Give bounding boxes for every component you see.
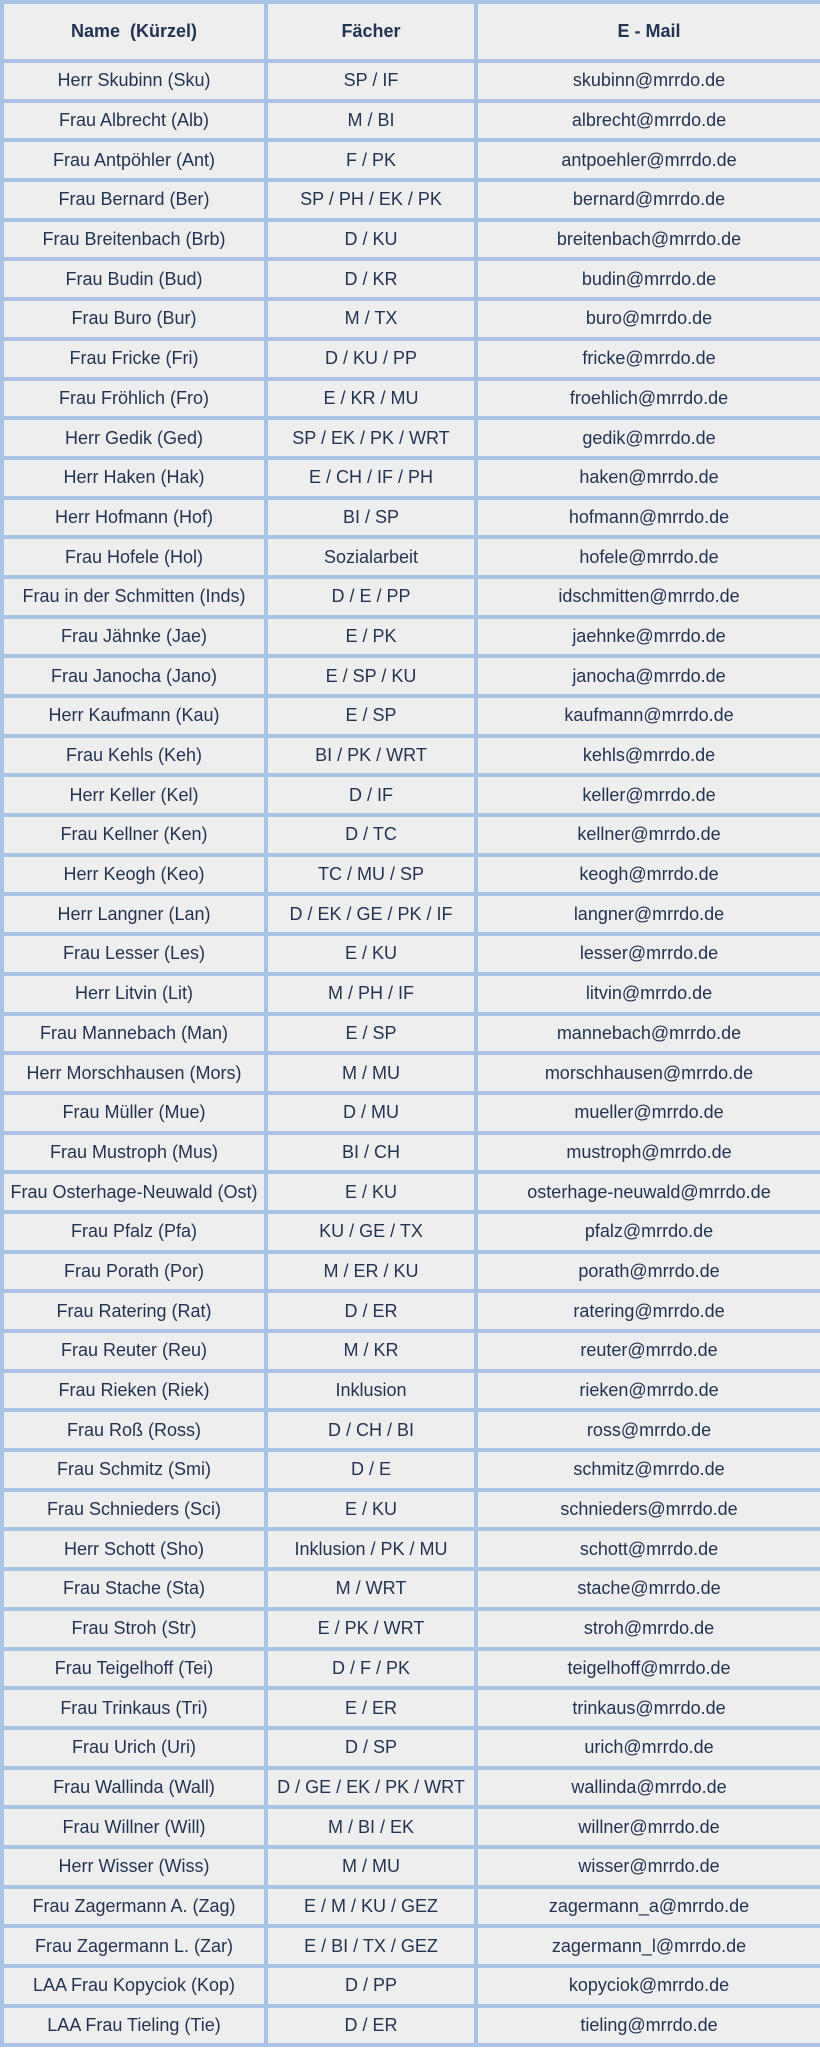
table-row (2, 1410, 820, 1450)
table-row (2, 1093, 820, 1133)
table-row (2, 1688, 820, 1728)
teacher-name-cell: Frau Mannebach (Man) (2, 1014, 266, 1054)
teacher-name-cell: Herr Haken (Hak) (2, 458, 266, 498)
subjects-cell: M / BI / EK (266, 1807, 476, 1847)
table-row (2, 1569, 820, 1609)
subjects-cell: BI / SP (266, 498, 476, 538)
table-row (2, 815, 820, 855)
table-row (2, 577, 820, 617)
subjects-cell: D / E / PP (266, 577, 476, 617)
table-header-row (2, 2, 820, 61)
email-cell: willner@mrrdo.de (476, 1807, 820, 1847)
table-row (2, 140, 820, 180)
table-row (2, 339, 820, 379)
teacher-name-cell: Herr Skubinn (Sku) (2, 61, 266, 101)
email-cell: hofele@mrrdo.de (476, 537, 820, 577)
email-cell: wallinda@mrrdo.de (476, 1768, 820, 1808)
teacher-name-cell: Frau Schnieders (Sci) (2, 1490, 266, 1530)
header-subjects: Fächer (266, 2, 476, 61)
email-cell: mueller@mrrdo.de (476, 1093, 820, 1133)
teacher-name-cell: Herr Keller (Kel) (2, 775, 266, 815)
email-cell: tieling@mrrdo.de (476, 2006, 820, 2046)
table-row (2, 775, 820, 815)
subjects-cell: SP / EK / PK / WRT (266, 418, 476, 458)
email-cell: morschhausen@mrrdo.de (476, 1053, 820, 1093)
teacher-name-cell: Frau Rieken (Riek) (2, 1371, 266, 1411)
teacher-name-cell: Frau Osterhage-Neuwald (Ost) (2, 1172, 266, 1212)
email-cell: urich@mrrdo.de (476, 1728, 820, 1768)
email-cell: litvin@mrrdo.de (476, 974, 820, 1014)
teacher-name-cell: Frau Mustroph (Mus) (2, 1133, 266, 1173)
subjects-cell: BI / PK / WRT (266, 736, 476, 776)
teacher-name-cell: Herr Wisser (Wiss) (2, 1847, 266, 1887)
email-cell: buro@mrrdo.de (476, 299, 820, 339)
teacher-name-cell: Frau Pfalz (Pfa) (2, 1212, 266, 1252)
email-cell: froehlich@mrrdo.de (476, 379, 820, 419)
table-row (2, 1053, 820, 1093)
table-row (2, 1291, 820, 1331)
subjects-cell: D / GE / EK / PK / WRT (266, 1768, 476, 1808)
subjects-cell: E / PK (266, 617, 476, 657)
table-row (2, 1649, 820, 1689)
teacher-name-cell: Frau Antpöhler (Ant) (2, 140, 266, 180)
email-cell: fricke@mrrdo.de (476, 339, 820, 379)
teacher-name-cell: Frau Porath (Por) (2, 1252, 266, 1292)
table-row (2, 1807, 820, 1847)
teacher-name-cell: Frau Urich (Uri) (2, 1728, 266, 1768)
subjects-cell: D / KU / PP (266, 339, 476, 379)
email-cell: rieken@mrrdo.de (476, 1371, 820, 1411)
email-cell: lesser@mrrdo.de (476, 934, 820, 974)
teacher-name-cell: Frau Zagermann A. (Zag) (2, 1887, 266, 1927)
teacher-name-cell: Frau Schmitz (Smi) (2, 1450, 266, 1490)
teacher-name-cell: Frau Lesser (Les) (2, 934, 266, 974)
teacher-name-cell: Herr Morschhausen (Mors) (2, 1053, 266, 1093)
teacher-name-cell: Frau Willner (Will) (2, 1807, 266, 1847)
subjects-cell: D / ER (266, 1291, 476, 1331)
teacher-name-cell: Herr Langner (Lan) (2, 894, 266, 934)
subjects-cell: M / ER / KU (266, 1252, 476, 1292)
teacher-name-cell: Frau Stroh (Str) (2, 1609, 266, 1649)
table-row (2, 220, 820, 260)
subjects-cell: D / KR (266, 259, 476, 299)
email-cell: teigelhoff@mrrdo.de (476, 1649, 820, 1689)
subjects-cell: D / KU (266, 220, 476, 260)
email-cell: reuter@mrrdo.de (476, 1331, 820, 1371)
email-cell: haken@mrrdo.de (476, 458, 820, 498)
teacher-name-cell: Frau Zagermann L. (Zar) (2, 1926, 266, 1966)
teacher-name-cell: Frau Jähnke (Jae) (2, 617, 266, 657)
table-row (2, 1014, 820, 1054)
table-row (2, 2006, 820, 2046)
table-row (2, 1768, 820, 1808)
subjects-cell: M / KR (266, 1331, 476, 1371)
table-row (2, 1133, 820, 1173)
email-cell: mustroph@mrrdo.de (476, 1133, 820, 1173)
table-row (2, 61, 820, 101)
teacher-name-cell: Frau Müller (Mue) (2, 1093, 266, 1133)
table-row (2, 1490, 820, 1530)
header-name: Name (Kürzel) (2, 2, 266, 61)
email-cell: schnieders@mrrdo.de (476, 1490, 820, 1530)
teacher-name-cell: Frau Breitenbach (Brb) (2, 220, 266, 260)
teacher-name-cell: Herr Gedik (Ged) (2, 418, 266, 458)
teacher-name-cell: Herr Hofmann (Hof) (2, 498, 266, 538)
email-cell: albrecht@mrrdo.de (476, 101, 820, 141)
teacher-name-cell: Frau Fröhlich (Fro) (2, 379, 266, 419)
table-row (2, 974, 820, 1014)
teacher-name-cell: Frau Stache (Sta) (2, 1569, 266, 1609)
email-cell: kehls@mrrdo.de (476, 736, 820, 776)
header-email: E - Mail (476, 2, 820, 61)
email-cell: skubinn@mrrdo.de (476, 61, 820, 101)
email-cell: osterhage-neuwald@mrrdo.de (476, 1172, 820, 1212)
email-cell: schmitz@mrrdo.de (476, 1450, 820, 1490)
teacher-name-cell: Frau Trinkaus (Tri) (2, 1688, 266, 1728)
table-row (2, 1887, 820, 1927)
table-row (2, 299, 820, 339)
subjects-cell: E / SP (266, 1014, 476, 1054)
teacher-name-cell: Frau Buro (Bur) (2, 299, 266, 339)
subjects-cell: E / KU (266, 1490, 476, 1530)
email-cell: zagermann_a@mrrdo.de (476, 1887, 820, 1927)
teacher-name-cell: Herr Schott (Sho) (2, 1529, 266, 1569)
subjects-cell: E / KU (266, 1172, 476, 1212)
email-cell: wisser@mrrdo.de (476, 1847, 820, 1887)
email-cell: trinkaus@mrrdo.de (476, 1688, 820, 1728)
email-cell: gedik@mrrdo.de (476, 418, 820, 458)
table-row (2, 1926, 820, 1966)
subjects-cell: D / E (266, 1450, 476, 1490)
email-cell: bernard@mrrdo.de (476, 180, 820, 220)
table-body (2, 61, 820, 2045)
subjects-cell: BI / CH (266, 1133, 476, 1173)
teacher-name-cell: Frau Bernard (Ber) (2, 180, 266, 220)
subjects-cell: SP / PH / EK / PK (266, 180, 476, 220)
email-cell: kellner@mrrdo.de (476, 815, 820, 855)
subjects-cell: KU / GE / TX (266, 1212, 476, 1252)
subjects-cell: D / TC (266, 815, 476, 855)
teacher-name-cell: Frau Kellner (Ken) (2, 815, 266, 855)
table-row (2, 696, 820, 736)
email-cell: porath@mrrdo.de (476, 1252, 820, 1292)
subjects-cell: D / ER (266, 2006, 476, 2046)
teacher-name-cell: Frau Roß (Ross) (2, 1410, 266, 1450)
subjects-cell: M / TX (266, 299, 476, 339)
table-row (2, 1172, 820, 1212)
subjects-cell: SP / IF (266, 61, 476, 101)
teacher-name-cell: Frau Janocha (Jano) (2, 656, 266, 696)
table-row (2, 1847, 820, 1887)
email-cell: mannebach@mrrdo.de (476, 1014, 820, 1054)
subjects-cell: E / PK / WRT (266, 1609, 476, 1649)
subjects-cell: E / ER (266, 1688, 476, 1728)
subjects-cell: E / SP / KU (266, 656, 476, 696)
teacher-name-cell: LAA Frau Kopyciok (Kop) (2, 1966, 266, 2006)
teacher-name-cell: Frau Hofele (Hol) (2, 537, 266, 577)
table-row (2, 498, 820, 538)
subjects-cell: Inklusion / PK / MU (266, 1529, 476, 1569)
email-cell: langner@mrrdo.de (476, 894, 820, 934)
table-row (2, 1331, 820, 1371)
subjects-cell: E / KU (266, 934, 476, 974)
table-row (2, 894, 820, 934)
table-row (2, 1450, 820, 1490)
table-row (2, 101, 820, 141)
table-row (2, 418, 820, 458)
table-row (2, 934, 820, 974)
subjects-cell: D / MU (266, 1093, 476, 1133)
table-row (2, 1728, 820, 1768)
table-row (2, 656, 820, 696)
email-cell: stroh@mrrdo.de (476, 1609, 820, 1649)
teacher-name-cell: Frau Fricke (Fri) (2, 339, 266, 379)
table-row (2, 617, 820, 657)
table-row (2, 1966, 820, 2006)
table-row (2, 537, 820, 577)
table-row (2, 180, 820, 220)
subjects-cell: M / PH / IF (266, 974, 476, 1014)
teacher-name-cell: LAA Frau Tieling (Tie) (2, 2006, 266, 2046)
email-cell: breitenbach@mrrdo.de (476, 220, 820, 260)
email-cell: hofmann@mrrdo.de (476, 498, 820, 538)
email-cell: antpoehler@mrrdo.de (476, 140, 820, 180)
table-row (2, 855, 820, 895)
table-row (2, 379, 820, 419)
table-row (2, 1252, 820, 1292)
email-cell: kopyciok@mrrdo.de (476, 1966, 820, 2006)
subjects-cell: F / PK (266, 140, 476, 180)
table-row (2, 458, 820, 498)
table-row (2, 1609, 820, 1649)
teacher-name-cell: Frau Ratering (Rat) (2, 1291, 266, 1331)
subjects-cell: D / PP (266, 1966, 476, 2006)
email-cell: ross@mrrdo.de (476, 1410, 820, 1450)
table-row (2, 1212, 820, 1252)
subjects-cell: E / SP (266, 696, 476, 736)
email-cell: jaehnke@mrrdo.de (476, 617, 820, 657)
subjects-cell: Inklusion (266, 1371, 476, 1411)
subjects-cell: D / IF (266, 775, 476, 815)
subjects-cell: E / M / KU / GEZ (266, 1887, 476, 1927)
subjects-cell: D / F / PK (266, 1649, 476, 1689)
email-cell: ratering@mrrdo.de (476, 1291, 820, 1331)
email-cell: kaufmann@mrrdo.de (476, 696, 820, 736)
table-row (2, 1371, 820, 1411)
subjects-cell: D / CH / BI (266, 1410, 476, 1450)
email-cell: budin@mrrdo.de (476, 259, 820, 299)
teacher-name-cell: Frau Kehls (Keh) (2, 736, 266, 776)
subjects-cell: D / SP (266, 1728, 476, 1768)
teacher-name-cell: Frau Albrecht (Alb) (2, 101, 266, 141)
table-row (2, 736, 820, 776)
subjects-cell: E / KR / MU (266, 379, 476, 419)
subjects-cell: D / EK / GE / PK / IF (266, 894, 476, 934)
teacher-name-cell: Frau Wallinda (Wall) (2, 1768, 266, 1808)
table-row (2, 1529, 820, 1569)
teacher-name-cell: Herr Kaufmann (Kau) (2, 696, 266, 736)
teacher-name-cell: Frau in der Schmitten (Inds) (2, 577, 266, 617)
email-cell: keller@mrrdo.de (476, 775, 820, 815)
teacher-name-cell: Frau Teigelhoff (Tei) (2, 1649, 266, 1689)
teacher-name-cell: Herr Litvin (Lit) (2, 974, 266, 1014)
table-row (2, 259, 820, 299)
subjects-cell: E / BI / TX / GEZ (266, 1926, 476, 1966)
teacher-name-cell: Herr Keogh (Keo) (2, 855, 266, 895)
subjects-cell: TC / MU / SP (266, 855, 476, 895)
email-cell: stache@mrrdo.de (476, 1569, 820, 1609)
teacher-name-cell: Frau Reuter (Reu) (2, 1331, 266, 1371)
subjects-cell: M / WRT (266, 1569, 476, 1609)
subjects-cell: E / CH / IF / PH (266, 458, 476, 498)
email-cell: zagermann_l@mrrdo.de (476, 1926, 820, 1966)
teacher-name-cell: Frau Budin (Bud) (2, 259, 266, 299)
email-cell: pfalz@mrrdo.de (476, 1212, 820, 1252)
subjects-cell: M / MU (266, 1847, 476, 1887)
subjects-cell: Sozialarbeit (266, 537, 476, 577)
subjects-cell: M / BI (266, 101, 476, 141)
email-cell: idschmitten@mrrdo.de (476, 577, 820, 617)
email-cell: keogh@mrrdo.de (476, 855, 820, 895)
email-cell: janocha@mrrdo.de (476, 656, 820, 696)
subjects-cell: M / MU (266, 1053, 476, 1093)
email-cell: schott@mrrdo.de (476, 1529, 820, 1569)
